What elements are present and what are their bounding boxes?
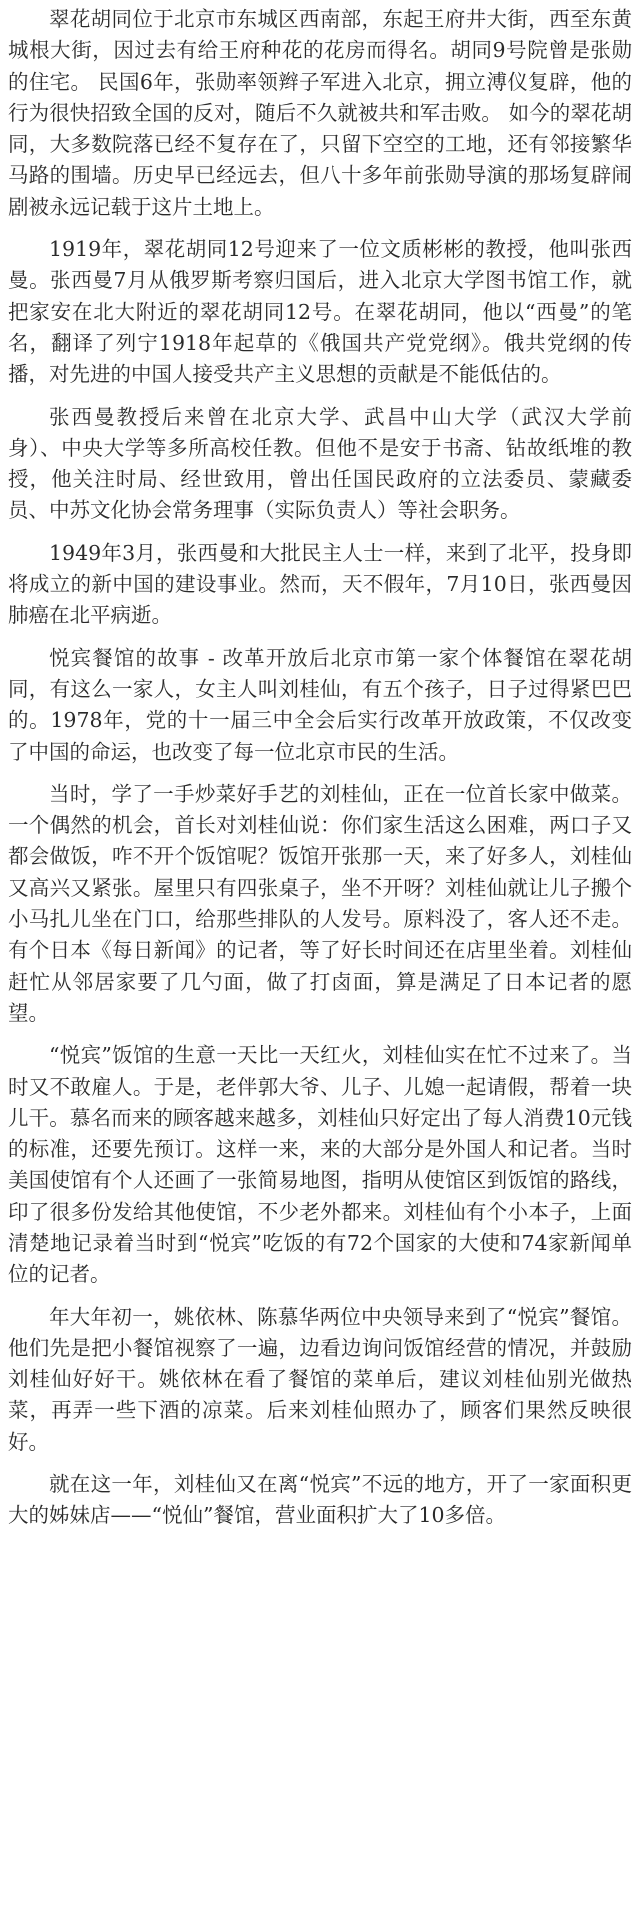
paragraph-zhang-ximan-death: 1949年3月，张西曼和大批民主人士一样，来到了北平，投身即将成立的新中国的建设事业。然而，天不假年，7月10日，张西曼因肺癌在北平病逝。: [8, 540, 632, 628]
paragraph-yuexian-expansion: 就在这一年，刘桂仙又在离“悦宾”不远的地方，开了一家面积更大的姊妹店——“悦仙”餐馆，营业面积扩大了10多倍。: [8, 1472, 632, 1528]
paragraph-zhang-ximan-arrival: 1919年，翠花胡同12号迎来了一位文质彬彬的教授，他叫张西曼。张西曼7月从俄罗斯考察归国后，进入北京大学图书馆工作，就把家安在北大附近的翠花胡同12号。在翠花胡同，他以“西曼”的笔名，翻译了列宁1918年起草的《俄国共产党党纲》。俄共党纲的传播，对先进的中国人接受共产主义思想的贡献是不能低估的。: [8, 237, 632, 387]
paragraph-restaurant-opening: 当时，学了一手炒菜好手艺的刘桂仙，正在一位首长家中做菜。一个偶然的机会，首长对刘桂仙说：你们家生活这么困难，两口子又都会做饭，咋不开个饭馆呢？饭馆开张那一天，来了好多人，刘桂仙又高兴又紧张。屋里只有四张桌子，坐不开呀？刘桂仙就让儿子搬个小马扎儿坐在门口，给那些排队的人发号。原料没了，客人还不走。有个日本《每日新闻》的记者，等了好长时间还在店里坐着。刘桂仙赶忙从邻居家要了几勺面，做了打卤面，算是满足了日本记者的愿望。: [8, 781, 632, 1025]
paragraph-leaders-visit: 年大年初一，姚依林、陈慕华两位中央领导来到了“悦宾”餐馆。他们先是把小餐馆视察了一遍，边看边询问饭馆经营的情况，并鼓励刘桂仙好好干。姚依林在看了餐馆的菜单后，建议刘桂仙别光做热菜，再弄一些下酒的凉菜。后来刘桂仙照办了，顾客们果然反映很好。: [8, 1304, 632, 1454]
paragraph-cuihua-hutong-history: 翠花胡同位于北京市东城区西南部，东起王府井大街，西至东黄城根大街，因过去有给王府种花的花房而得名。胡同9号院曾是张勋的住宅。 民国6年，张勋率领辫子军进入北京，拥立溥仪复辟，他的行为很快招致全国的反对，随后不久就被共和军击败。 如今的翠花胡同，大多数院落已经不复存在了，只留下空空的工地，还有邻接繁华马路的围墙。历史早已经远去，但八十多年前张勋导演的那场复辟闹剧被永远记载于这片土地上。: [8, 7, 632, 219]
paragraph-zhang-ximan-career: 张西曼教授后来曾在北京大学、武昌中山大学（武汉大学前身）、中央大学等多所高校任教。但他不是安于书斋、钻故纸堆的教授，他关注时局、经世致用，曾出任国民政府的立法委员、蒙藏委员、中苏文化协会常务理事（实际负责人）等社会职务。: [8, 404, 632, 523]
paragraph-yuebin-restaurant-intro: 悦宾餐馆的故事 - 改革开放后北京市第一家个体餐馆在翠花胡同，有这么一家人，女主人叫刘桂仙，有五个孩子，日子过得紧巴巴的。1978年，党的十一届三中全会后实行改革开放政策，不仅改变了中国的命运，也改变了每一位北京市民的生活。: [8, 645, 632, 764]
paragraph-restaurant-popularity: “悦宾”饭馆的生意一天比一天红火，刘桂仙实在忙不过来了。当时又不敢雇人。于是，老伴郭大爷、儿子、儿媳一起请假，帮着一块儿干。慕名而来的顾客越来越多，刘桂仙只好定出了每人消费10元钱的标准，还要先预订。这样一来，来的大部分是外国人和记者。当时美国使馆有个人还画了一张简易地图，指明从使馆区到饭馆的路线，印了很多份发给其他使馆，不少老外都来。刘桂仙有个小本子，上面清楚地记录着当时到“悦宾”吃饭的有72个国家的大使和74家新闻单位的记者。: [8, 1043, 632, 1287]
